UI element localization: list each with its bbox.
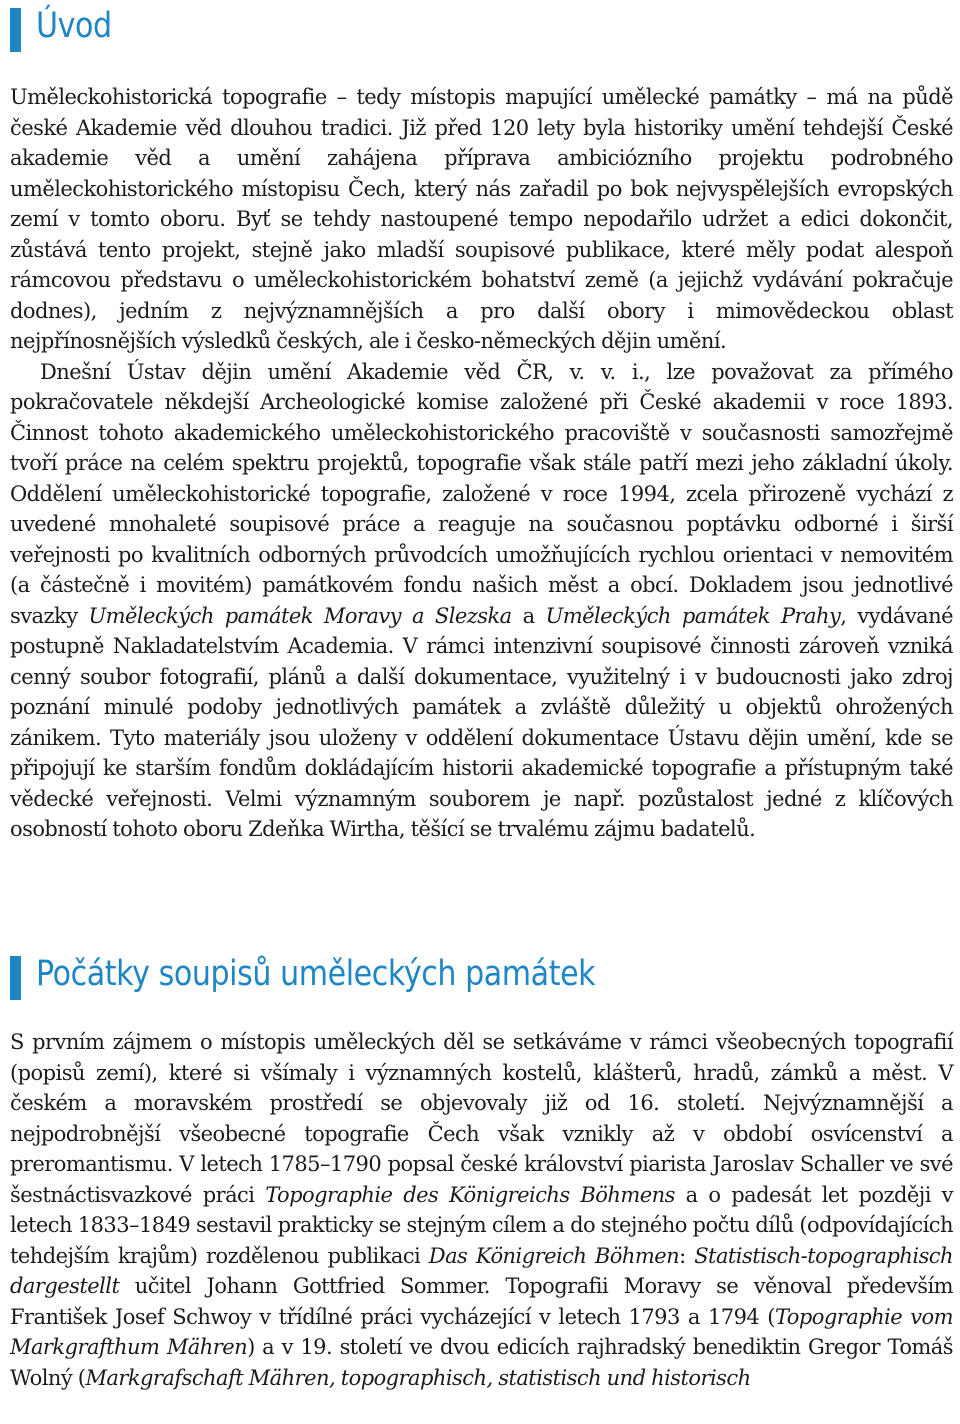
paragraph — [10, 357, 953, 845]
section-body-pocatky — [10, 1027, 953, 1393]
paragraph — [10, 1027, 953, 1393]
paragraph: Uměleckohistorická topografie – tedy místopis mapující umělecké památky – má na půdě české Akademie věd dlouhou tradici. Již před 120 lety byla historiky umění tehdejší České akademie věd a umění zahájena příprava ambiciózního projektu podrobného uměleckohistorického místopisu Čech, který nás zařadil po bok nejvyspělejších evropských zemí v tomto oboru. Byť se tehdy nastoupené tempo nepodařilo udržet a edici dokončit, zůstává tento projekt, stejně jako mladší soupisové publikace, které měly podat alespoň rámcovou představu o uměleckohistorickém bohatství země (a jejichž vydávání pokračuje dodnes), jedním z nejvýznamnějších a pro další obory i mimovědeckou oblast nejpřínosnějších výsledků českých, ale i česko-německých dějin umění. — [10, 85, 953, 353]
text-run: : — [679, 1243, 695, 1268]
text-run: učitel Johann Gottfried Sommer. Topografii Moravy se věnoval především František Josef Schwoy v třídílné práci vycházející v letech 1793 a 1794 ( — [10, 1274, 953, 1329]
text-run: , vydávané postupně Nakladatelstvím Academia. V rámci intenzivní soupisové činnosti zároveň vzniká cenný soubor fotografií, plánů a další dokumentace, využitelný i v budoucnosti jako zdroj poznání minulé podoby jednotlivých památek a zvláště důležitý u objektů ohrožených zánikem. Tyto materiály jsou uloženy v oddělení dokumentace Ústavu dějin umění, kde se připojují ke starším fondům dokládajícím historii akademické topografie a přístupným také vědecké veřejnosti. Velmi významným souborem je např. pozůstalost jedné z klíčových osobností tohoto oboru Zdeňka Wirtha, těšící se trvalému zájmu badatelů. — [10, 603, 953, 841]
book-title: Uměleckých památek Moravy a Slezska — [88, 603, 512, 628]
text-run: a — [511, 603, 546, 628]
text-run: S prvním zájmem o místopis uměleckých děl se setkáváme v rámci všeobecných topografií (popisů zemí), které si všímaly i významných kostelů, klášterů, hradů, zámků a měst. V českém a moravském prostředí se objevovaly již od 16. století. Nejvýznamnější a nejpodrobnější všeobecné topografie Čech však vznikly až v období osvícenství a preromantismu. V letech 1785–1790 popsal české království piarista Jaroslav Schaller ve své šestnáctisvazkové práci — [10, 1030, 953, 1207]
section-title: Úvod — [36, 6, 112, 46]
text-run: Dnešní Ústav dějin umění Akademie věd ČR, v. v. i., lze považovat za přímého pokračovatele někdejší Archeologické komise založené při České akademii v roce 1893. Činnost tohoto akademického uměleckohistorického pracoviště v současnosti samozřejmě tvoří práce na celém spektru projektů, topografie však stále patří mezi jeho základní úkoly. Oddělení uměleckohistorické topografie, založené v roce 1994, zcela přirozeně vychází z uvedené mnohaleté soupisové práce a reaguje na současnou poptávku odborné i širší veřejnosti po kvalitních odborných průvodcích umožňujících rychlou orientaci v nemovitém (a částečně i movitém) památkovém fondu našich měst a obcí. Dokladem jsou jednotlivé svazky — [10, 359, 953, 628]
text-run: ) a v 19. století ve dvou edicích rajhradský benediktin Gregor Tomáš Wolný ( — [10, 1335, 953, 1390]
section-title: Počátky soupisů uměleckých památek — [36, 954, 596, 994]
heading-accent-bar — [10, 956, 21, 1000]
book-title: Topographie des Königreichs Böhmens — [265, 1182, 675, 1207]
text-run: a o padesát let později v letech 1833–1849 sestavil prakticky se stejným cílem a do stejného počtu dílů (odpovídajících tehdejším krajům) rozdělenou publikaci — [10, 1182, 953, 1268]
book-title: Statistisch-topographisch dargestellt — [10, 1243, 953, 1298]
heading-accent-bar — [10, 8, 21, 52]
book-title: Markgrafschaft Mähren, topographisch, statistisch und historisch — [85, 1365, 751, 1390]
book-title: Topographie vom Markgrafthum Mähren — [10, 1304, 953, 1359]
book-title: Uměleckých památek Prahy — [545, 603, 841, 628]
section-body-uvod — [10, 82, 953, 845]
book-title: Das Königreich Böhmen — [428, 1243, 680, 1268]
